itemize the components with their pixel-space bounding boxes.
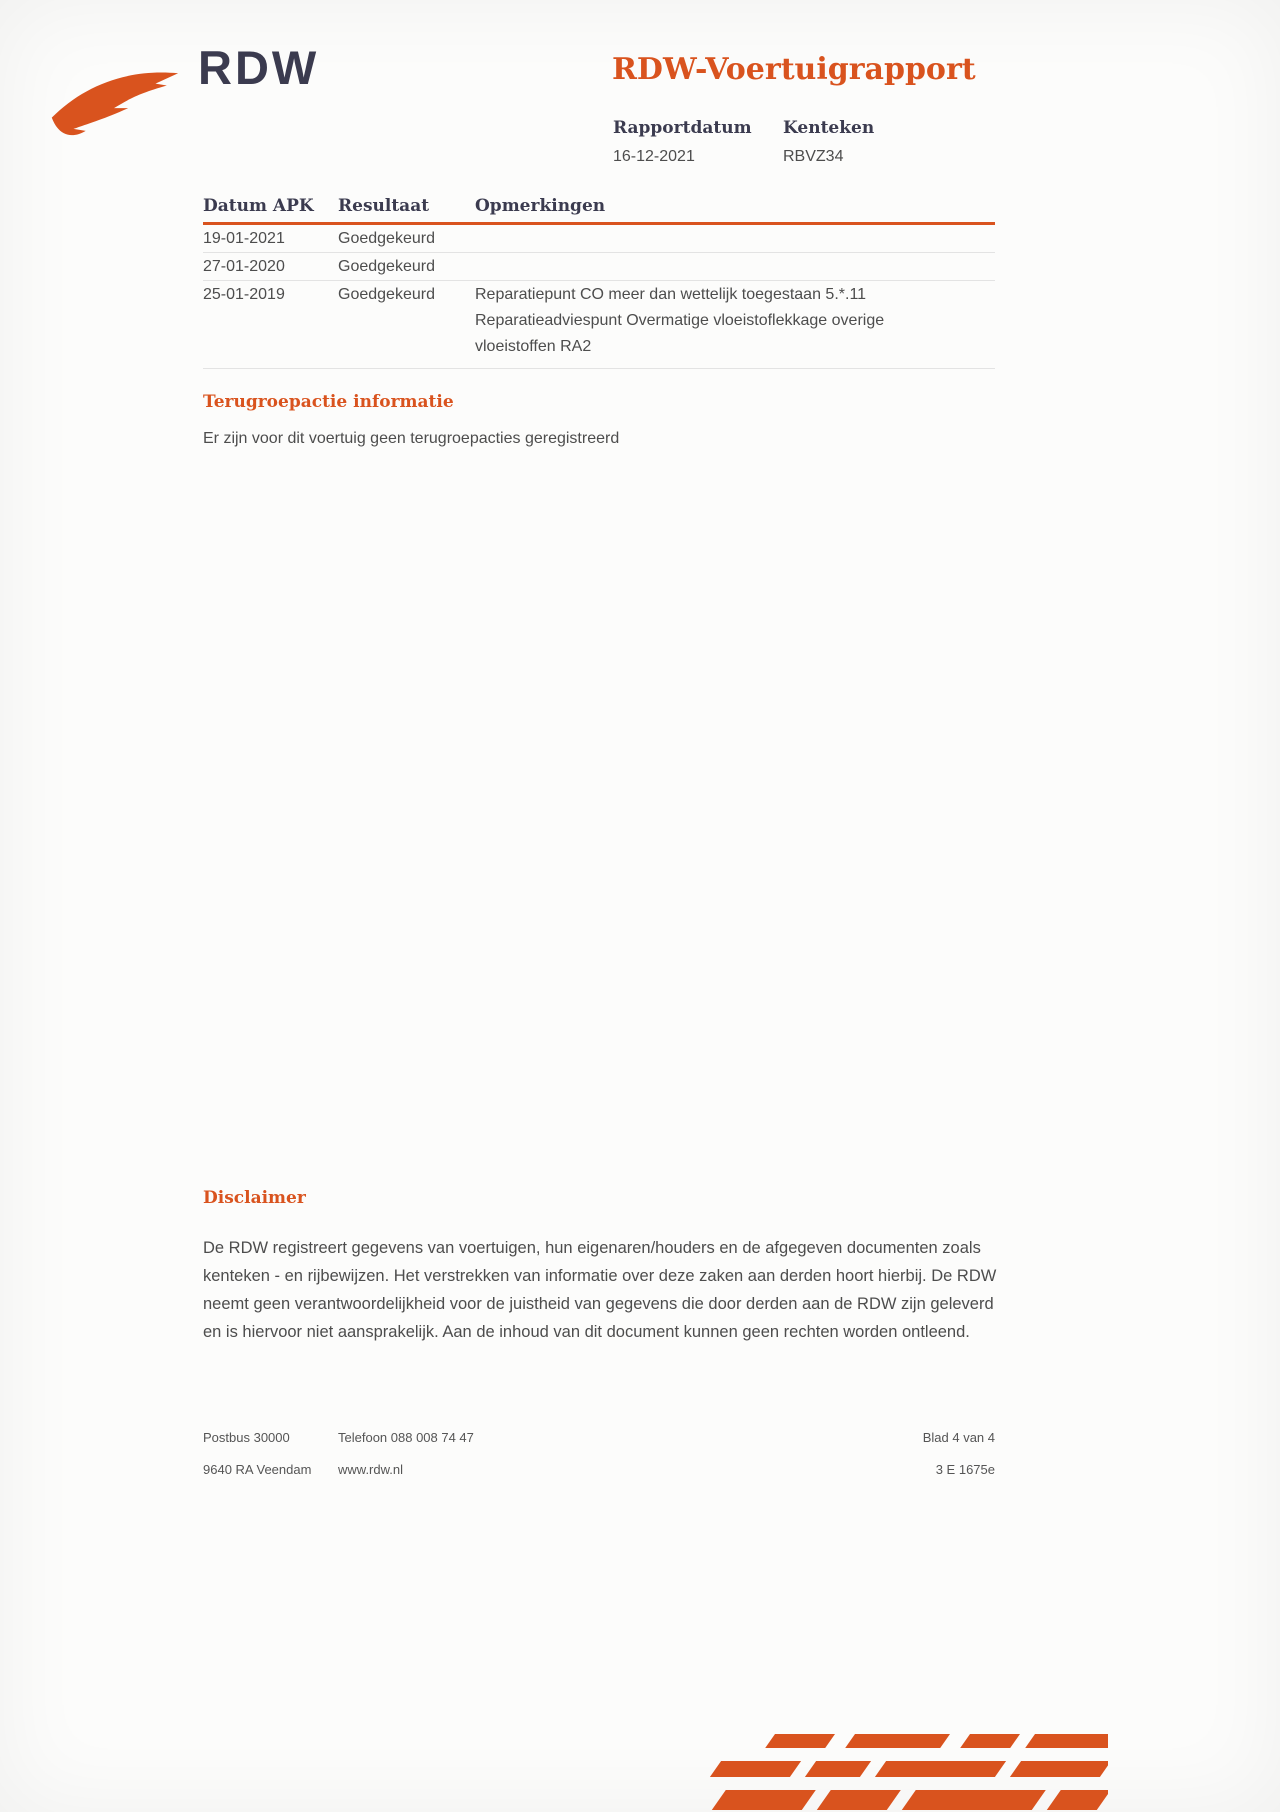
apk-resultaat-cell: Goedgekeurd [338,286,435,303]
table-row [203,281,995,369]
apk-datum-cell: 27-01-2020 [203,258,285,275]
report-meta [613,118,874,166]
table-row [203,225,995,253]
terugroepactie-heading: Terugroepactie informatie [203,392,454,412]
footer-form-code: 3 E 1675e [935,1462,995,1477]
apk-opmerkingen-cell [475,226,995,252]
disclaimer-heading: Disclaimer [203,1188,306,1208]
document-footer [203,1430,995,1494]
rdw-stripes-graphic [671,1734,1108,1812]
apk-resultaat-cell: Goedgekeurd [338,258,435,275]
column-header-datum-apk: Datum APK [203,196,314,216]
footer-phone: Telefoon 088 008 74 47 [338,1430,474,1445]
apk-table-body [203,225,995,369]
apk-opmerkingen-cell [475,254,995,280]
apk-history-table [203,196,995,369]
column-header-resultaat: Resultaat [338,196,430,216]
column-header-opmerkingen: Opmerkingen [475,196,606,216]
footer-city: 9640 RA Veendam [203,1462,312,1477]
disclaimer-text: De RDW registreert gegevens van voertuigen, hun eigenaren/houders en de afgegeven documenten zoals kenteken - en rijbewijzen. Het verstrekken van informatie over deze zaken aan derden hoort hierbij. De RDW neemt geen verantwoordelijkheid voor de juistheid van gegevens die door derden aan de RDW zijn geleverd en is hiervoor niet aansprakelijk. Aan de inhoud van dit document kunnen geen rechten worden ontleend. [203,1239,997,1341]
terugroepactie-section [203,392,995,452]
footer-website: www.rdw.nl [338,1462,404,1477]
apk-table-header-row [203,196,995,225]
disclaimer-section [203,1188,997,1346]
table-row [203,253,995,281]
rapportdatum-value: 16-12-2021 [613,148,695,165]
rdw-logo-bird-icon [48,62,180,144]
footer-postbus: Postbus 30000 [203,1430,290,1445]
rapportdatum-label: Rapportdatum [613,118,752,138]
terugroepactie-text: Er zijn voor dit voertuig geen terugroepacties geregistreerd [203,430,620,447]
apk-datum-cell: 19-01-2021 [203,230,285,247]
apk-datum-cell: 25-01-2019 [203,286,285,303]
kenteken-label: Kenteken [783,118,875,138]
rdw-logo-wordmark: RDW [198,41,320,94]
footer-page-number: Blad 4 van 4 [922,1430,995,1445]
page-title: RDW-Voertuigrapport [612,52,976,87]
apk-opmerkingen-cell: Reparatiepunt CO meer dan wettelijk toegestaan 5.*.11 Reparatieadviespunt Overmatige vloeistoflekkage overige vloeistoffen RA2 [475,286,885,355]
kenteken-value: RBVZ34 [783,148,844,165]
apk-resultaat-cell: Goedgekeurd [338,230,435,247]
